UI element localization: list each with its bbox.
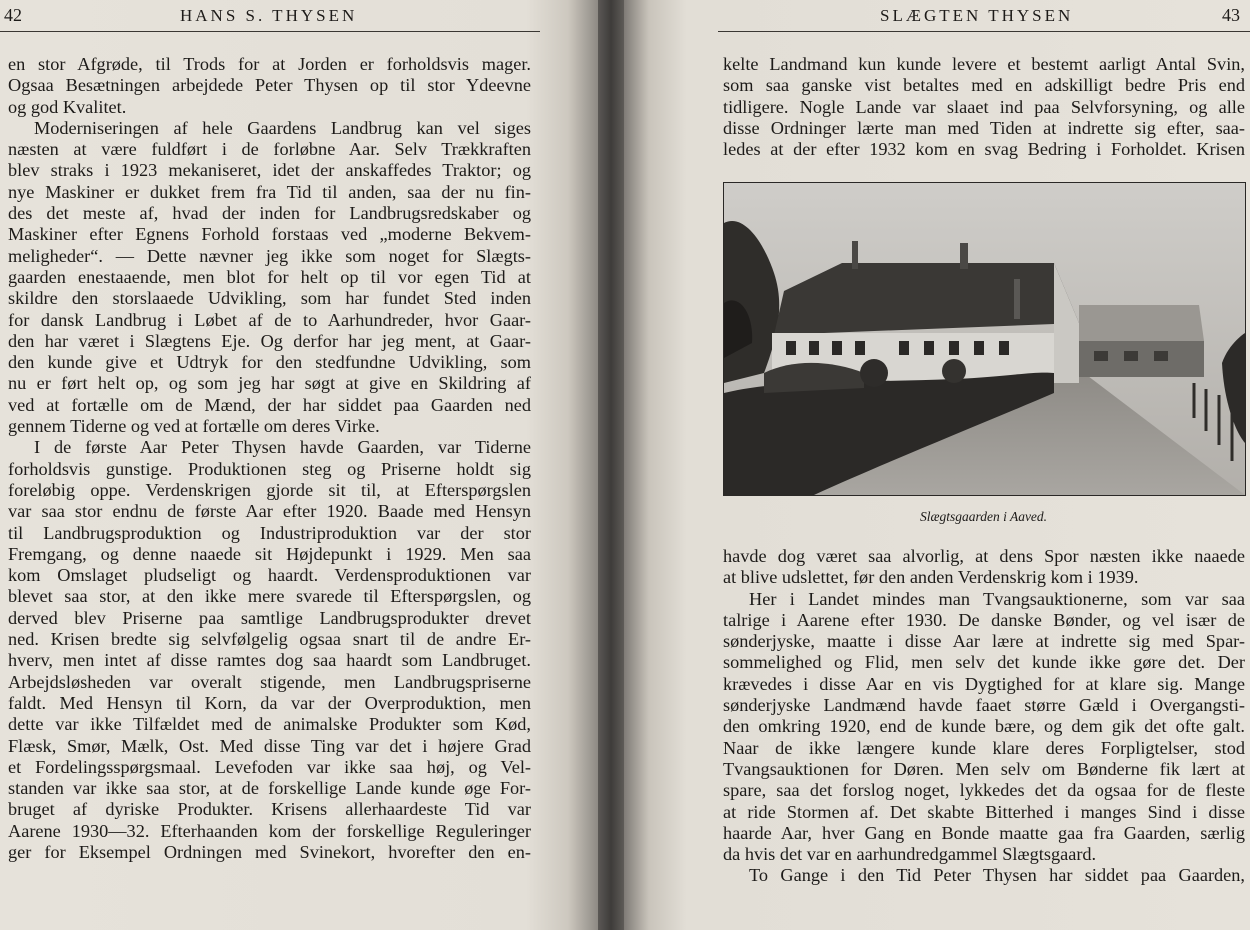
text-line: til Landbrugsproduktion og Industriproduktion var der stor: [8, 522, 531, 543]
text-line: Fremgang, og denne naaede sit Højdepunkt i 1929. Men saa: [8, 543, 531, 564]
text-line: disse Ordninger lærte man med Tiden at indrette sig efter, saa-: [723, 117, 1245, 138]
text-line: meligheder“. — Dette nævner jeg ikke som noget for Slægts-: [8, 245, 531, 266]
farmhouse-photo-image: [724, 183, 1245, 495]
text-line: da hvis det var en aarhundredgammel Slægtsgaard.: [723, 844, 1097, 865]
text-line: tidligere. Nogle Lande var slaaet ind paa Selvforsyning, og alle: [723, 96, 1245, 117]
text-line: blev straks i 1923 mekaniseret, idet der anskaffedes Traktor; og: [8, 160, 531, 181]
text-line: blevet saa stor, at den ikke mere svarede til Efterspørgslen, og: [8, 586, 531, 607]
text-line: krævedes i disse Aar en vis Dygtighed for at klare sig. Mange: [723, 673, 1245, 694]
text-line: kelte Landmand kun kunde levere et bestemt aarligt Antal Svin,: [723, 54, 1245, 74]
right-page-number: 43: [1222, 5, 1240, 25]
text-line: To Gange i den Tid Peter Thysen har siddet paa Gaarden,: [749, 865, 1245, 886]
text-line: den kunde give et Udtryk for den stedfundne Udvikling, som: [8, 352, 531, 373]
text-line: ger for Eksempel Ordningen med Svinekort, hvorefter den en-: [8, 841, 531, 862]
text-line: skildre den storslaaede Udvikling, som har fundet Sted inden: [8, 288, 531, 309]
left-body-text: [8, 54, 531, 863]
text-line: sommelighed og Flid, men selv det kunde ikke gøre det. Der: [723, 652, 1245, 673]
text-line: og god Kvalitet.: [8, 96, 127, 117]
farmhouse-photo: [723, 182, 1246, 496]
text-line: derved blev Priserne paa samtlige Landbrugsprodukter drevet: [8, 607, 531, 628]
text-line: bruget af dyriske Produkter. Krisens allerhaardeste Tid var: [8, 799, 531, 820]
text-line: som saa ganske vist betaltes med en adskilligt bedre Pris end: [723, 75, 1245, 96]
text-line: Flæsk, Smør, Mælk, Ost. Med disse Ting var det i højere Grad: [8, 735, 531, 756]
text-line: dette var ikke Tilfældet med de animalske Produkter som Kød,: [8, 714, 531, 735]
left-page-number: 42: [4, 5, 22, 25]
right-header-rule: [718, 31, 1250, 32]
text-line: ned. Krisen bredte sig selvfølgelig ogsaa snart til de andre Er-: [8, 629, 531, 650]
text-line: Tvangsauktionen for Døren. Men selv om Bønderne fik lært at: [723, 758, 1245, 779]
text-line: nye Maskiner er dukket frem fra Tid til anden, saa der nu fin-: [8, 181, 531, 202]
text-line: I de første Aar Peter Thysen havde Gaarden, var Tiderne: [34, 437, 531, 458]
text-line: et Fordelingsspørgsmaal. Levefoden var ikke saa høj, og Vel-: [8, 756, 531, 777]
text-line: des det meste af, hvad der inden for Landbrugsredskaber og: [8, 203, 531, 224]
right-running-head: SLÆGTEN THYSEN: [880, 6, 1074, 25]
left-header-rule: [0, 31, 540, 32]
text-line: Arbejdsløsheden var overalt stigende, men Landbrugspriserne: [8, 671, 531, 692]
text-line: gennem Tiderne og ved at fortælle om deres Virke.: [8, 416, 380, 437]
text-line: ledes at der efter 1932 kom en svag Bedring i Forholdet. Krisen: [723, 139, 1245, 160]
right-body-text-bottom: [723, 546, 1245, 887]
book-gutter: [598, 0, 624, 930]
text-line: den omkring 1920, end de kunde bære, og dem gik det ofte galt.: [723, 716, 1245, 737]
text-line: den har været i Slægtens Eje. Og derfor har jeg ment, at Gaar-: [8, 330, 531, 351]
text-line: gaarden enestaaende, men blot for helt op til vor egen Tid at: [8, 266, 531, 287]
text-line: Moderniseringen af hele Gaardens Landbrug kan vel siges: [34, 117, 531, 138]
text-line: kom Omslaget pludseligt og haardt. Verdensproduktionen var: [8, 565, 531, 586]
text-line: standen var ikke saa stor, at de forskellige Lande kunde øge For-: [8, 778, 531, 799]
text-line: foreløbig oppe. Verdenskrigen gjorde sit til, at Efterspørgslen: [8, 479, 531, 500]
text-line: sønderjyske, maatte i disse Aar lære at indrette sig med Spar-: [723, 631, 1245, 652]
text-line: at ride Stormen af. Det skabte Bitterhed i manges Sind i disse: [723, 801, 1245, 822]
text-line: at blive udslettet, før den anden Verdenskrig kom i 1939.: [723, 567, 1139, 588]
left-running-head: HANS S. THYSEN: [180, 6, 358, 25]
text-line: for dansk Landbrug i Løbet af de to Aarhundreder, hvor Gaar-: [8, 309, 531, 330]
text-line: haarde Aar, hver Gang en Bonde maatte gaa fra Gaarden, særlig: [723, 822, 1245, 843]
text-line: faldt. Med Hensyn til Korn, da var der Overproduktion, men: [8, 692, 531, 713]
text-line: havde dog været saa alvorlig, at dens Spor næsten ikke naaede: [723, 546, 1245, 566]
text-line: Maskiner efter Egnens Forhold forstaas ved „moderne Bekvem-: [8, 224, 531, 245]
text-line: Naar de ikke længere kunde klare deres Forpligtelser, stod: [723, 737, 1245, 758]
text-line: talrige i Aarene efter 1930. De danske Bønder, og vel især de: [723, 609, 1245, 630]
text-line: sønderjyske Landmænd havde faaet større Gæld i Overgangsti-: [723, 695, 1245, 716]
text-line: Ogsaa Besætningen arbejdede Peter Thysen op til stor Ydeevne: [8, 75, 531, 96]
photo-caption: Slægtsgaarden i Aaved.: [919, 509, 1048, 524]
right-body-text-top: [723, 54, 1245, 160]
text-line: nu er ført helt op, og som jeg har søgt at give en Skildring af: [8, 373, 531, 394]
text-line: ved at fortælle om de Mænd, der har siddet paa Gaarden ned: [8, 394, 531, 415]
text-line: næsten at være fuldført i de forløbne Aar. Selv Trækkraften: [8, 139, 531, 160]
text-line: en stor Afgrøde, til Trods for at Jorden er forholdsvis mager.: [8, 54, 531, 74]
text-line: var saa stor endnu de første Aar efter 1920. Baade med Hensyn: [8, 501, 531, 522]
text-line: Aarene 1930—32. Efterhaanden kom der forskellige Reguleringer: [8, 820, 531, 841]
text-line: hverv, men intet af disse ramtes dog saa haardt som Landbruget.: [8, 650, 531, 671]
text-line: spare, saa det forslog noget, lykkedes det da ogsaa for de fleste: [723, 780, 1245, 801]
text-line: forholdsvis gunstige. Produktionen steg og Priserne holdt sig: [8, 458, 531, 479]
text-line: Her i Landet mindes man Tvangsauktionerne, som var saa: [749, 588, 1245, 609]
